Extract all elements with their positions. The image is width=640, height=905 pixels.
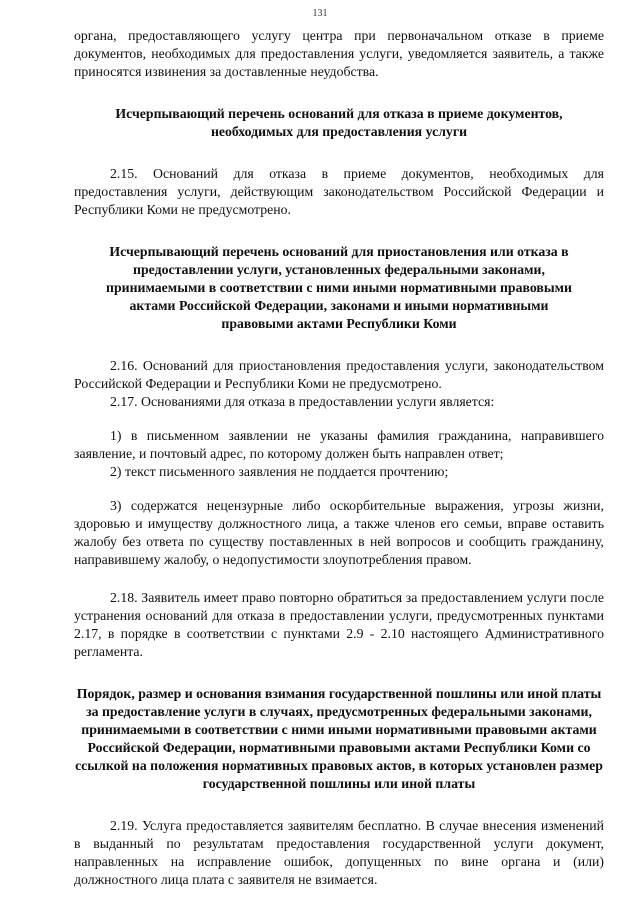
list-item-2: 2) текст письменного заявления не поддается прочтению; <box>110 464 449 479</box>
section-heading-refusal-documents: Исчерпывающий перечень оснований для отказа в приеме документов, необходимых для предоставления услуги <box>115 106 563 139</box>
section-heading-suspension-refusal: Исчерпывающий перечень оснований для приостановления или отказа в предоставлении услуги, установленных федеральными законами, принимаемыми в соответствии с ними иными нормативными правовыми актами Российской Федерации, законами и иными нормативными правовыми актами Республики Коми <box>106 244 572 331</box>
paragraph-2-17: 2.17. Основаниями для отказа в предоставлении услуги является: <box>110 394 495 409</box>
paragraph-2-19: 2.19. Услуга предоставляется заявителям бесплатно. В случае внесения изменений в выданный по результатам предоставления государственной услуги документ, направленных на исправление ошибок, допущенных по вине органа и (или) должностного лица плата с заявителя не взимается. <box>74 818 604 887</box>
paragraph-2-16: 2.16. Оснований для приостановления предоставления услуги, законодательством Российской Федерации и Республики Коми не предусмотрено. <box>74 358 604 391</box>
section-heading-state-fee: Порядок, размер и основания взимания государственной пошлины или иной платы за предоставление услуги в случаях, предусмотренных федеральными законами, принимаемыми в соответствии с ними иными нормативными правовыми актами Российской Федерации, нормативными правовыми актами Республики Коми со ссылкой на положения нормативных правовых актов, в которых установлен размер государственной пошлины или иной платы <box>75 686 603 791</box>
document-body <box>74 27 604 889</box>
page-number: 131 <box>312 8 328 19</box>
list-item-1: 1) в письменном заявлении не указаны фамилия гражданина, направившего заявление, и почтовый адрес, по которому должен быть направлен ответ; <box>74 428 604 461</box>
paragraph-2-18: 2.18. Заявитель имеет право повторно обратиться за предоставлением услуги после устранения оснований для отказа в предоставлении услуги, предусмотренных пунктами 2.17, в порядке в соответствии с пунктами 2.9 - 2.10 настоящего Административного регламента. <box>74 590 604 659</box>
list-item-3: 3) содержатся нецензурные либо оскорбительные выражения, угрозы жизни, здоровью и имуществу должностного лица, а также членов его семьи, вправе оставить жалобу без ответа по существу поставленных в ней вопросов и сообщить гражданину, направившему жалобу, о недопустимости злоупотребления правом. <box>74 498 604 567</box>
paragraph-continuation: органа, предоставляющего услугу центра при первоначальном отказе в приеме документов, необходимых для предоставления услуги, уведомляется заявитель, а также приносятся извинения за доставленные неудобства. <box>74 28 604 79</box>
paragraph-2-15: 2.15. Оснований для отказа в приеме документов, необходимых для предоставления услуги, действующим законодательством Российской Федерации и Республики Коми не предусмотрено. <box>74 166 604 217</box>
